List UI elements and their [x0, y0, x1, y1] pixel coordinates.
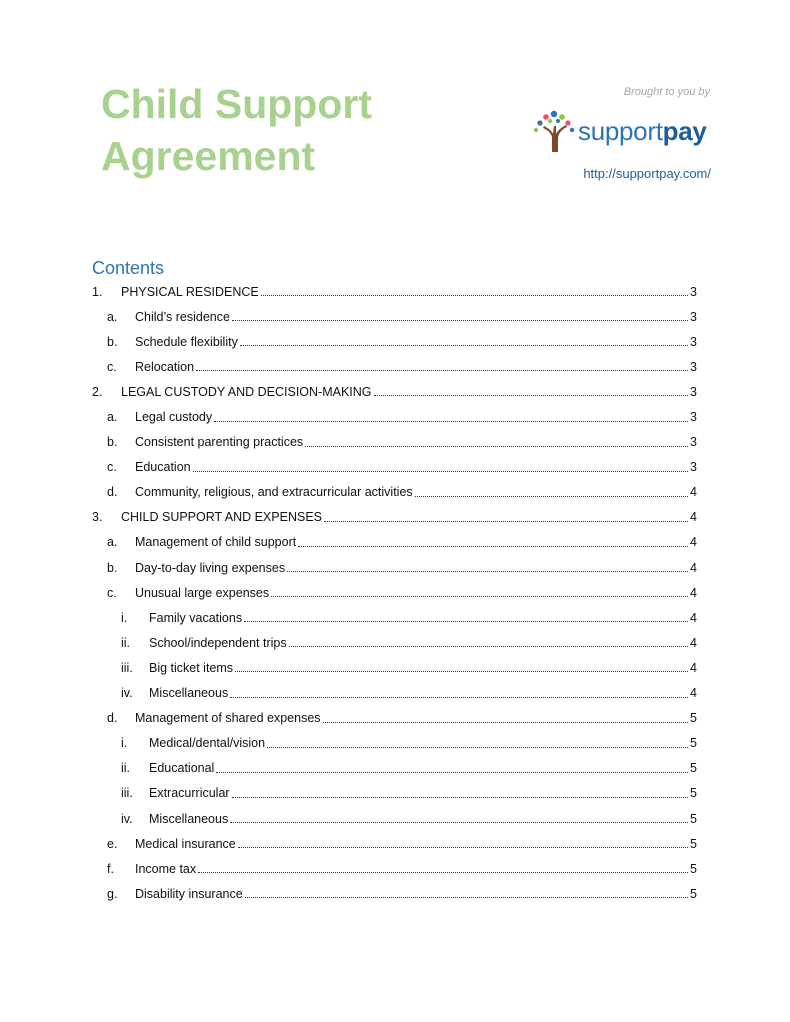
toc-entry-label: School/independent trips — [149, 635, 287, 650]
toc-entry-page: 5 — [690, 786, 697, 801]
toc-entry-number: i. — [121, 610, 128, 625]
logo-text-support: support — [578, 115, 663, 146]
toc-entry-label: Management of child support — [135, 535, 297, 550]
toc-dot-leader — [240, 345, 688, 346]
toc-dot-leader — [214, 421, 688, 422]
tree-icon — [532, 108, 576, 154]
toc-dot-leader — [216, 772, 688, 773]
toc-entry-label: LEGAL CUSTODY AND DECISION-MAKING — [121, 384, 372, 399]
toc-entry[interactable] — [92, 731, 697, 756]
toc-entry-page: 4 — [690, 585, 697, 600]
toc-entry-number: b. — [107, 435, 118, 450]
toc-entry[interactable] — [92, 530, 697, 555]
toc-entry-label: Disability insurance — [135, 886, 243, 901]
toc-entry[interactable] — [92, 605, 697, 630]
toc-dot-leader — [287, 571, 688, 572]
toc-entry-number: 1. — [92, 284, 103, 299]
toc-entry-page: 5 — [690, 886, 697, 901]
toc-entry-label: Legal custody — [135, 410, 213, 425]
toc-entry-page: 4 — [690, 510, 697, 525]
toc-entry-number: ii. — [121, 635, 131, 650]
toc-entry[interactable] — [92, 505, 697, 530]
toc-entry-number: c. — [107, 460, 117, 475]
toc-dot-leader — [232, 320, 688, 321]
toc-dot-leader — [235, 671, 688, 672]
toc-entry-number: 3. — [92, 510, 103, 525]
toc-entry-label: Relocation — [135, 359, 195, 374]
toc-entry-number: iv. — [121, 811, 133, 826]
toc-entry-page: 5 — [690, 836, 697, 851]
toc-entry-number: d. — [107, 711, 118, 726]
toc-entry-label: Management of shared expenses — [135, 711, 321, 726]
toc-dot-leader — [289, 646, 688, 647]
toc-entry-label: Medical/dental/vision — [149, 736, 266, 751]
toc-entry[interactable] — [92, 304, 697, 329]
toc-entry-label: Schedule flexibility — [135, 334, 238, 349]
toc-entry-number: iv. — [121, 686, 133, 701]
toc-entry-number: d. — [107, 485, 118, 500]
toc-entry-number: i. — [121, 736, 128, 751]
toc-entry[interactable] — [92, 806, 697, 831]
toc-entry-label: Consistent parenting practices — [135, 435, 304, 450]
toc-entry-label: Unusual large expenses — [135, 585, 270, 600]
toc-entry-number: ii. — [121, 761, 131, 776]
toc-entry-label: Income tax — [135, 861, 197, 876]
toc-entry-page: 4 — [690, 660, 697, 675]
toc-entry[interactable] — [92, 781, 697, 806]
toc-entry[interactable] — [92, 354, 697, 379]
toc-entry[interactable] — [92, 379, 697, 404]
toc-entry-label: Community, religious, and extracurricular activities — [135, 485, 413, 500]
toc-entry-number: a. — [107, 535, 118, 550]
toc-entry-page: 3 — [690, 384, 697, 399]
toc-entry[interactable] — [92, 881, 697, 906]
toc-entry[interactable] — [92, 831, 697, 856]
toc-dot-leader — [193, 471, 688, 472]
toc-entry-label: PHYSICAL RESIDENCE — [121, 284, 259, 299]
toc-entry[interactable] — [92, 580, 697, 605]
toc-entry-label: Miscellaneous — [149, 811, 229, 826]
toc-entry[interactable] — [92, 756, 697, 781]
toc-dot-leader — [198, 872, 688, 873]
toc-dot-leader — [415, 496, 688, 497]
toc-entry-number: iii. — [121, 660, 133, 675]
toc-entry[interactable] — [92, 856, 697, 881]
toc-entry[interactable] — [92, 630, 697, 655]
toc-entry-number: b. — [107, 560, 118, 575]
toc-dot-leader — [230, 697, 688, 698]
toc-entry-number: c. — [107, 585, 117, 600]
toc-entry-page: 3 — [690, 359, 697, 374]
toc-entry-label: Educational — [149, 761, 215, 776]
toc-entry[interactable] — [92, 706, 697, 731]
brought-to-you-by: Brought to you by — [623, 86, 710, 98]
toc-entry-label: Family vacations — [149, 610, 243, 625]
toc-entry[interactable] — [92, 279, 697, 304]
toc-dot-leader — [261, 295, 688, 296]
toc-entry[interactable] — [92, 480, 697, 505]
toc-entry-page: 4 — [690, 610, 697, 625]
toc-entry-page: 4 — [690, 485, 697, 500]
toc-entry-number: f. — [107, 861, 114, 876]
toc-entry-label: CHILD SUPPORT AND EXPENSES — [121, 510, 322, 525]
contents-heading: Contents — [92, 258, 165, 278]
toc-entry[interactable] — [92, 430, 697, 455]
toc-entry-page: 4 — [690, 560, 697, 575]
toc-entry-label: Extracurricular — [149, 786, 230, 801]
toc-dot-leader — [298, 546, 688, 547]
toc-entry-page: 4 — [690, 635, 697, 650]
toc-entry-page: 4 — [690, 535, 697, 550]
toc-entry-number: a. — [107, 309, 118, 324]
toc-entry-page: 5 — [690, 861, 697, 876]
toc-entry[interactable] — [92, 555, 697, 580]
toc-dot-leader — [305, 446, 688, 447]
toc-dot-leader — [232, 797, 688, 798]
toc-dot-leader — [238, 847, 688, 848]
toc-entry[interactable] — [92, 681, 697, 706]
toc-dot-leader — [374, 395, 689, 396]
toc-dot-leader — [323, 722, 689, 723]
toc-dot-leader — [271, 596, 688, 597]
toc-entry-page: 5 — [690, 711, 697, 726]
toc-entry-page: 3 — [690, 410, 697, 425]
title-line-1: Child Support — [101, 81, 373, 127]
table-of-contents — [92, 279, 697, 906]
toc-dot-leader — [230, 822, 688, 823]
toc-entry-page: 3 — [690, 284, 697, 299]
toc-entry-number: e. — [107, 836, 118, 851]
toc-entry[interactable] — [92, 329, 697, 354]
supportpay-url-link[interactable]: http://supportpay.com/ — [583, 166, 711, 181]
logo-text-pay: pay — [662, 115, 707, 146]
toc-entry-label: Miscellaneous — [149, 686, 229, 701]
toc-entry-number: c. — [107, 359, 117, 374]
document-title — [101, 78, 372, 182]
toc-entry-label: Child’s residence — [135, 309, 230, 324]
toc-entry-label: Medical insurance — [135, 836, 236, 851]
toc-entry-label: Big ticket items — [149, 660, 234, 675]
toc-dot-leader — [324, 521, 688, 522]
toc-entry-page: 3 — [690, 334, 697, 349]
toc-entry[interactable] — [92, 404, 697, 429]
toc-dot-leader — [267, 747, 688, 748]
toc-entry-page: 3 — [690, 435, 697, 450]
toc-entry-page: 4 — [690, 686, 697, 701]
logo-wordmark — [578, 116, 707, 147]
toc-entry[interactable] — [92, 455, 697, 480]
toc-entry-page: 5 — [690, 811, 697, 826]
toc-entry-label: Education — [135, 460, 191, 475]
toc-entry[interactable] — [92, 655, 697, 680]
title-line-2: Agreement — [101, 133, 316, 179]
toc-entry-number: iii. — [121, 786, 133, 801]
toc-entry-page: 5 — [690, 736, 697, 751]
toc-dot-leader — [245, 897, 688, 898]
toc-entry-page: 3 — [690, 460, 697, 475]
toc-entry-page: 3 — [690, 309, 697, 324]
toc-entry-page: 5 — [690, 761, 697, 776]
toc-entry-number: b. — [107, 334, 118, 349]
toc-entry-label: Day-to-day living expenses — [135, 560, 286, 575]
toc-dot-leader — [244, 621, 688, 622]
toc-entry-number: 2. — [92, 384, 103, 399]
toc-entry-number: a. — [107, 410, 118, 425]
toc-dot-leader — [196, 370, 688, 371]
toc-entry-number: g. — [107, 886, 118, 901]
supportpay-logo[interactable] — [532, 108, 707, 154]
